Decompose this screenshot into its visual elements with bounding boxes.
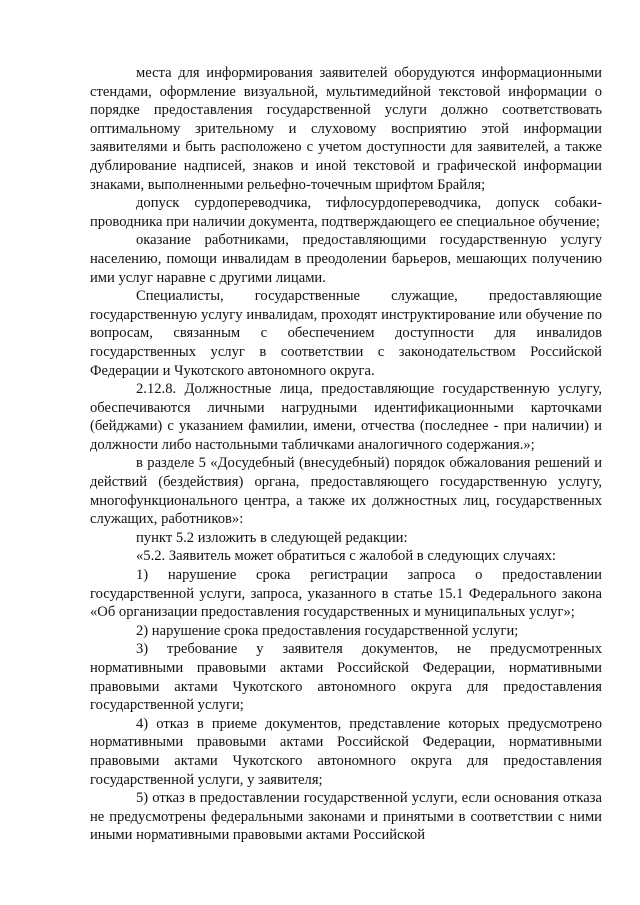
document-page xyxy=(90,64,602,845)
paragraph-clause-5-2-intro: пункт 5.2 изложить в следующей редакции: xyxy=(136,529,408,546)
paragraph-5-2-heading: «5.2. Заявитель может обратиться с жалобой в следующих случаях: xyxy=(136,548,556,565)
paragraph-info-stands: места для информирования заявителей оборудуются информационными стендами, оформление визуальной, мультимедийной текстовой информации о порядке предоставления государственной услуги должно соответствовать оптимальному зрительному и слуховому восприятию этой информации заявителями и быть расположено с учетом доступности для заявителей, а также дублирование надписей, знаков и иной текстовой и графической информации знаками, выполненными рельефно-точечным шрифтом Брайля; xyxy=(90,65,602,193)
paragraph-section-5: в разделе 5 «Досудебный (внесудебный) порядок обжалования решений и действий (бездействия) органа, предоставляющего государственную услугу, многофункционального центра, а также их должностных лиц, государственных служащих, работников»: xyxy=(90,455,602,528)
paragraph-assistance: оказание работниками, предоставляющими государственную услугу населению, помощи инвалидам в преодолении барьеров, мешающих получению ими услуг наравне с другими лицами. xyxy=(90,232,602,286)
paragraph-sign-interpreter: допуск сурдопереводчика, тифлосурдопереводчика, допуск собаки-проводника при наличии документа, подтверждающего ее специальное обучение; xyxy=(90,195,602,230)
list-item-1: 1) нарушение срока регистрации запроса о предоставлении государственной услуги, запроса, указанного в статье 15.1 Федерального закона «Об организации предоставления государственных и муниципальных услуг»; xyxy=(90,567,602,621)
list-item-5: 5) отказ в предоставлении государственной услуги, если основания отказа не предусмотрены федеральными законами и принятыми в соответствии с ними иными нормативными правовыми актами Российской xyxy=(90,790,602,844)
paragraph-2-12-8: 2.12.8. Должностные лица, предоставляющие государственную услугу, обеспечиваются личными нагрудными идентификационными карточками (бейджами) с указанием фамилии, имени, отчества (последнее - при наличии) и должности либо настольными табличками аналогичного содержания.»; xyxy=(90,381,602,453)
paragraph-specialists: Специалисты, государственные служащие, предоставляющие государственную услугу инвалидам, проходят инструктирование или обучение по вопросам, связанным с обеспечением доступности для инвалидов государственных услуг в соответствии с законодательством Российской Федерации и Чукотского автономного округа. xyxy=(90,288,602,379)
list-item-4: 4) отказ в приеме документов, представление которых предусмотрено нормативными правовыми актами Российской Федерации, нормативными правовыми актами Чукотского автономного округа для предоставления государственной услуги, у заявителя; xyxy=(90,715,602,788)
list-item-3: 3) требование у заявителя документов, не предусмотренных нормативными правовыми актами Российской Федерации, нормативными правовыми актами Чукотского автономного округа для предоставления государственной услуги; xyxy=(90,641,602,714)
list-item-2: 2) нарушение срока предоставления государственной услуги; xyxy=(136,622,519,639)
